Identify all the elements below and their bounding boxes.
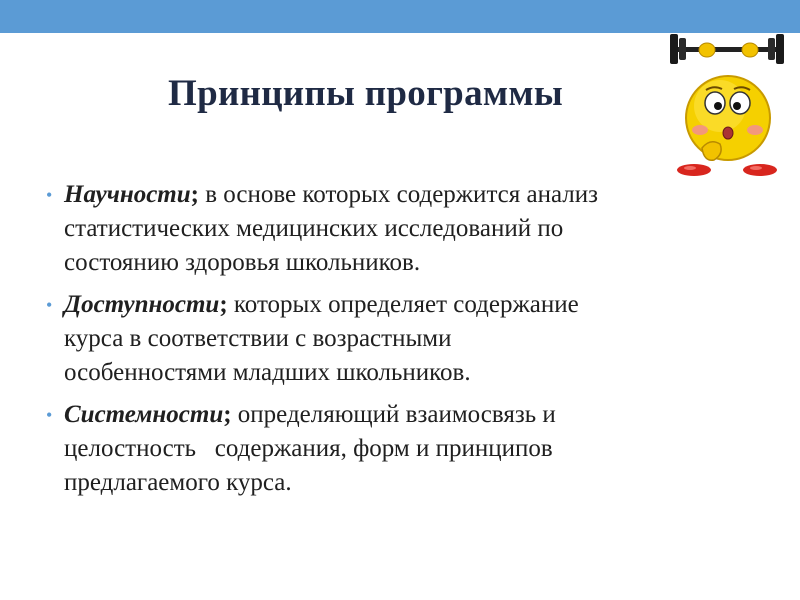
principle-text: особенностями младших школьников.: [64, 359, 471, 386]
top-accent-bar: [0, 0, 800, 33]
list-item: • Доступности; которых определяет содержание курса в соответствии с возрастными особенностями младших школьников.: [46, 288, 746, 390]
weightlifting-smiley-icon: [662, 30, 792, 180]
principle-text: определяющий взаимосвязь и: [231, 401, 556, 428]
principle-text: статистических медицинских исследований по: [64, 215, 564, 242]
principle-text: которых определяет содержание: [227, 291, 579, 318]
principle-text: предлагаемого курса.: [64, 469, 292, 496]
list-item: • Системности; определяющий взаимосвязь и целостность содержания, форм и принципов предлагаемого курса.: [46, 398, 746, 500]
principle-text: целостность содержания, форм и принципов: [64, 435, 553, 462]
principle-text: состоянию здоровья школьников.: [64, 249, 421, 276]
slide-title: Принципы программы: [168, 73, 564, 114]
principle-text: в основе которых содержится анализ: [199, 181, 599, 208]
principle-term: Доступности: [64, 291, 220, 318]
principle-term: Научности: [64, 181, 191, 208]
principle-text: курса в соответствии с возрастными: [64, 325, 452, 352]
principles-list: [46, 178, 746, 508]
bullet-icon: •: [46, 185, 53, 205]
list-item: • Научности; в основе которых содержится анализ статистических медицинских исследований по состоянию здоровья школьников.: [46, 178, 746, 280]
bullet-icon: •: [46, 405, 53, 425]
bullet-icon: •: [46, 295, 53, 315]
principle-term: Системности: [64, 401, 224, 428]
